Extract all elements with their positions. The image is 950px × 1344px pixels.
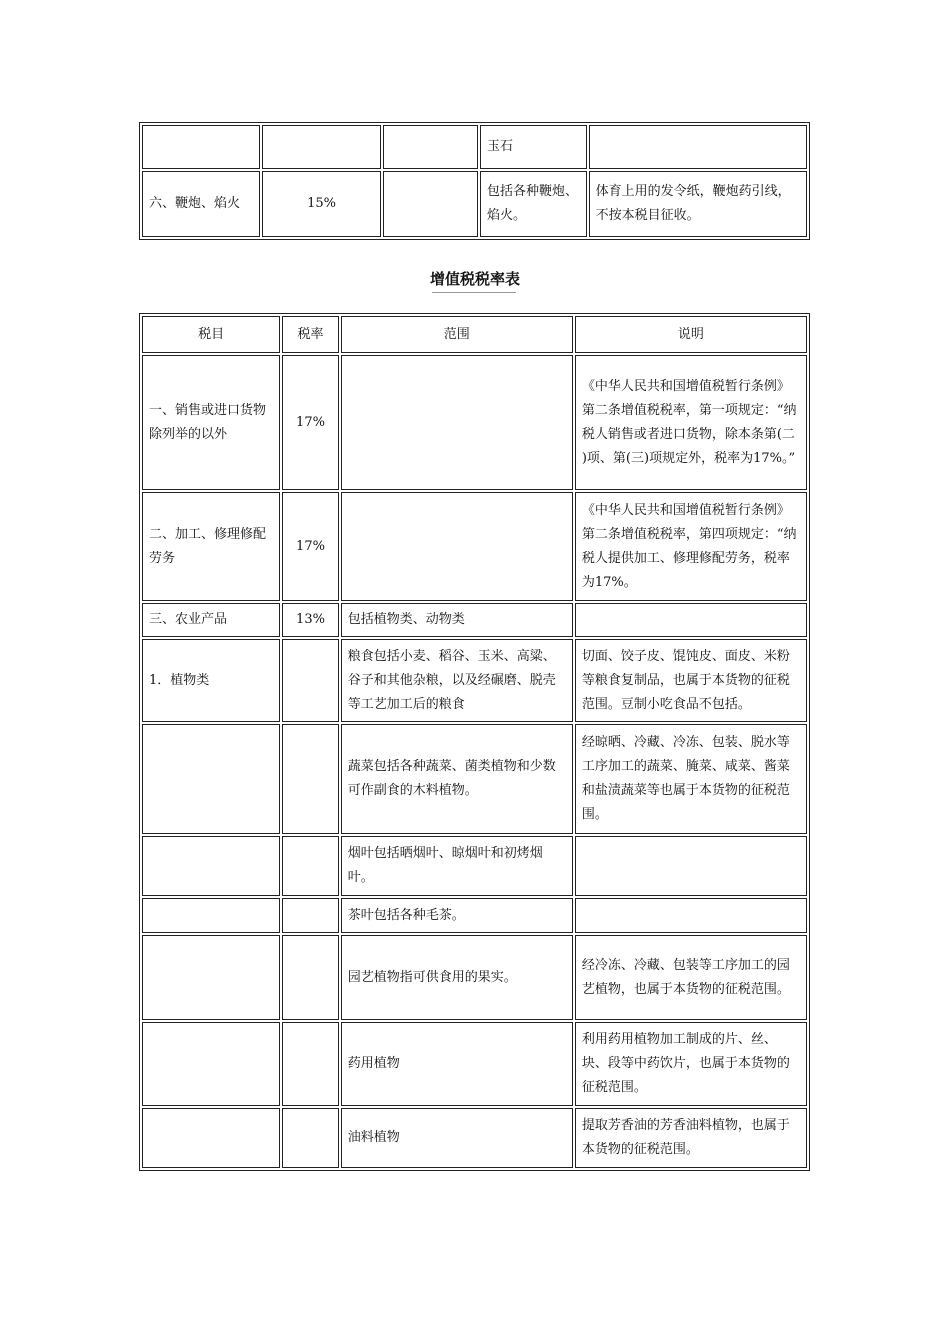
tax-item-cell	[142, 935, 280, 1020]
note-cell	[575, 898, 807, 933]
empty-cell	[383, 171, 478, 237]
tax-rate-cell: 17%	[282, 355, 339, 490]
table-row	[142, 898, 807, 933]
vat-rate-table	[139, 313, 810, 1171]
tax-rate-cell	[282, 836, 339, 896]
table-row	[142, 603, 807, 637]
note-cell	[589, 125, 807, 169]
scope-cell: 蔬菜包括各种蔬菜、菌类植物和少数可作副食的木料植物。	[341, 724, 573, 834]
title-underline	[432, 292, 516, 293]
scope-cell	[341, 355, 573, 490]
scope-cell: 药用植物	[341, 1022, 573, 1106]
note-cell: 提取芳香油的芳香油料植物，也属于本货物的征税范围。	[575, 1108, 807, 1168]
table-row	[142, 125, 807, 169]
scope-cell: 油料植物	[341, 1108, 573, 1168]
tax-rate-cell: 15%	[262, 171, 382, 237]
scope-cell: 包括各种鞭炮、焰火。	[480, 171, 587, 237]
tax-rate-cell	[282, 935, 339, 1020]
tax-item-cell: 三、农业产品	[142, 603, 280, 637]
scope-cell: 烟叶包括晒烟叶、晾烟叶和初烤烟叶。	[341, 836, 573, 896]
note-cell: 经冷冻、冷藏、包装等工序加工的园艺植物，也属于本货物的征税范围。	[575, 935, 807, 1020]
header-note: 说明	[575, 316, 807, 353]
note-cell: 经晾晒、冷藏、冷冻、包装、脱水等工序加工的蔬菜、腌菜、咸菜、酱菜和盐渍蔬菜等也属于本货物的征税范围。	[575, 724, 807, 834]
table-row	[142, 171, 807, 237]
note-cell: 切面、饺子皮、馄饨皮、面皮、米粉等粮食复制品，也属于本货物的征税范围。豆制小吃食品不包括。	[575, 639, 807, 722]
tax-rate-cell	[282, 724, 339, 834]
note-cell: 《中华人民共和国增值税暂行条例》第二条增值税税率，第四项规定：“纳税人提供加工、修理修配劳务，税率为17%。	[575, 492, 807, 601]
tax-item-cell	[142, 1108, 280, 1168]
header-tax-rate: 税率	[282, 316, 339, 353]
note-cell	[575, 836, 807, 896]
table-row	[142, 1022, 807, 1106]
tax-rate-cell	[282, 1022, 339, 1106]
empty-cell	[383, 125, 478, 169]
tax-item-cell: 一、销售或进口货物除列举的以外	[142, 355, 280, 490]
note-cell	[575, 603, 807, 637]
scope-cell	[341, 492, 573, 601]
note-cell: 《中华人民共和国增值税暂行条例》第二条增值税税率，第一项规定：“纳税人销售或者进口货物，除本条第(二 )项、第(三)项规定外，税率为17%。”	[575, 355, 807, 490]
table-row	[142, 724, 807, 834]
scope-cell: 茶叶包括各种毛茶。	[341, 898, 573, 933]
tax-item-cell: 六、鞭炮、焰火	[142, 171, 260, 237]
table-header-row	[142, 316, 807, 353]
table-row	[142, 355, 807, 490]
table-row	[142, 639, 807, 722]
table-row	[142, 935, 807, 1020]
scope-cell: 包括植物类、动物类	[341, 603, 573, 637]
tax-rate-cell	[282, 639, 339, 722]
tax-item-cell	[142, 898, 280, 933]
scope-cell: 粮食包括小麦、稻谷、玉米、高粱、谷子和其他杂粮，以及经碾磨、脱壳等工艺加工后的粮食	[341, 639, 573, 722]
consumption-tax-table-continued	[139, 122, 810, 240]
tax-item-cell	[142, 724, 280, 834]
tax-rate-cell	[282, 1108, 339, 1168]
tax-item-cell: 二、加工、修理修配劳务	[142, 492, 280, 601]
page-title: 增值税税率表	[429, 270, 520, 288]
tax-item-cell	[142, 1022, 280, 1106]
table-row	[142, 492, 807, 601]
tax-item-cell	[142, 125, 260, 169]
scope-cell: 玉石	[480, 125, 587, 169]
tax-item-cell: 1．植物类	[142, 639, 280, 722]
table-row	[142, 1108, 807, 1168]
header-tax-item: 税目	[142, 316, 280, 353]
tax-rate-cell	[262, 125, 382, 169]
tax-rate-cell: 17%	[282, 492, 339, 601]
tax-rate-cell: 13%	[282, 603, 339, 637]
note-cell: 体育上用的发令纸，鞭炮药引线，不按本税目征收。	[589, 171, 807, 237]
table-row	[142, 836, 807, 896]
header-scope: 范围	[341, 316, 573, 353]
note-cell: 利用药用植物加工制成的片、丝、块、段等中药饮片，也属于本货物的征税范围。	[575, 1022, 807, 1106]
scope-cell: 园艺植物指可供食用的果实。	[341, 935, 573, 1020]
tax-item-cell	[142, 836, 280, 896]
tax-rate-cell	[282, 898, 339, 933]
